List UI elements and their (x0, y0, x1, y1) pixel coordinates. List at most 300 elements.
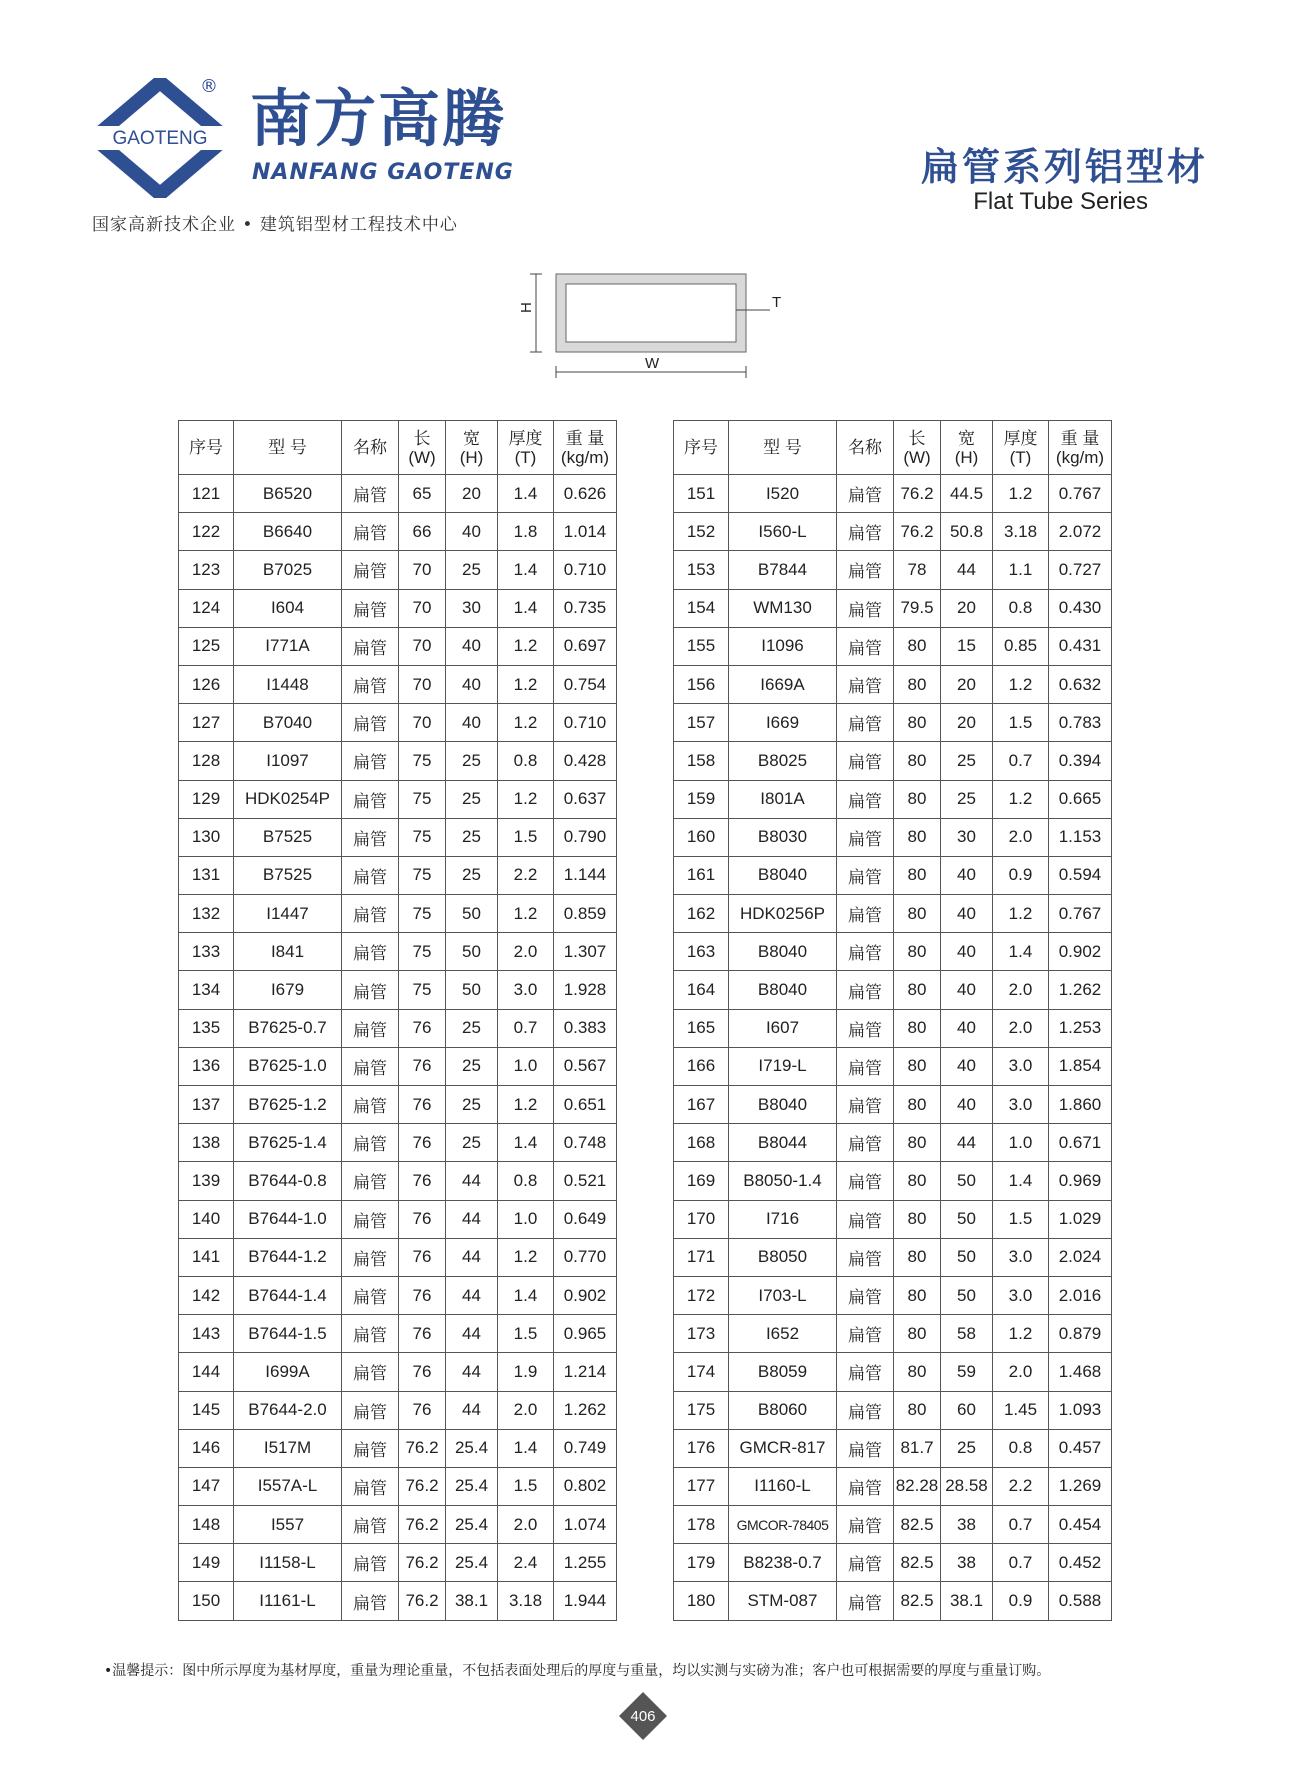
table-row (674, 933, 1112, 971)
table-row (674, 1200, 1112, 1238)
cell-height: 20 (941, 589, 993, 627)
table-row (179, 818, 617, 856)
cell-name: 扁管 (837, 933, 894, 971)
cell-weight: 0.651 (554, 1086, 617, 1124)
cell-thickness: 1.0 (498, 1200, 554, 1238)
cell-height: 30 (941, 818, 993, 856)
cell-weight: 0.671 (1049, 1124, 1112, 1162)
cell-model: I607 (729, 1009, 837, 1047)
table-row (674, 780, 1112, 818)
cell-height: 25 (446, 856, 498, 894)
cell-thickness: 1.5 (993, 704, 1049, 742)
table-row (179, 1047, 617, 1085)
cell-no: 169 (674, 1162, 729, 1200)
table-row (674, 1544, 1112, 1582)
cell-height: 20 (941, 665, 993, 703)
cell-model: B6520 (234, 475, 342, 513)
cell-no: 180 (674, 1582, 729, 1620)
cell-height: 44 (941, 551, 993, 589)
cell-model: GMCOR-78405 (729, 1506, 837, 1544)
cell-height: 38 (941, 1544, 993, 1582)
table-row (674, 1582, 1112, 1620)
cell-weight: 1.860 (1049, 1086, 1112, 1124)
cell-height: 40 (941, 856, 993, 894)
cell-width: 80 (894, 742, 941, 780)
cell-no: 122 (179, 513, 234, 551)
cell-model: HDK0256P (729, 895, 837, 933)
cell-weight: 0.637 (554, 780, 617, 818)
cell-name: 扁管 (837, 665, 894, 703)
cell-weight: 0.626 (554, 475, 617, 513)
table-row (674, 704, 1112, 742)
cell-no: 139 (179, 1162, 234, 1200)
cell-height: 25 (446, 1124, 498, 1162)
cell-model: I716 (729, 1200, 837, 1238)
cell-model: B7625-1.4 (234, 1124, 342, 1162)
cell-model: I669A (729, 665, 837, 703)
cell-no: 130 (179, 818, 234, 856)
cell-width: 80 (894, 856, 941, 894)
cell-width: 75 (399, 818, 446, 856)
cell-thickness: 1.2 (498, 780, 554, 818)
cell-name: 扁管 (342, 1200, 399, 1238)
table-row (674, 1353, 1112, 1391)
cell-no: 178 (674, 1506, 729, 1544)
cell-no: 175 (674, 1391, 729, 1429)
cell-model: B7625-1.0 (234, 1047, 342, 1085)
cell-height: 25.4 (446, 1506, 498, 1544)
cell-thickness: 3.0 (993, 1047, 1049, 1085)
cell-height: 25 (446, 1009, 498, 1047)
cell-name: 扁管 (342, 895, 399, 933)
cell-thickness: 0.85 (993, 627, 1049, 665)
col-weight: 重 量 (kg/m) (554, 421, 617, 475)
cell-width: 80 (894, 1315, 941, 1353)
cell-height: 44 (446, 1353, 498, 1391)
cell-weight: 0.735 (554, 589, 617, 627)
cell-width: 75 (399, 856, 446, 894)
cell-thickness: 0.9 (993, 1582, 1049, 1620)
cell-thickness: 0.7 (993, 1544, 1049, 1582)
cell-thickness: 1.2 (993, 665, 1049, 703)
cell-thickness: 1.2 (993, 895, 1049, 933)
cell-width: 76 (399, 1124, 446, 1162)
cell-name: 扁管 (837, 551, 894, 589)
cell-no: 138 (179, 1124, 234, 1162)
cell-height: 38.1 (941, 1582, 993, 1620)
table-row (179, 1276, 617, 1314)
table-row (179, 1506, 617, 1544)
cell-thickness: 1.1 (993, 551, 1049, 589)
cell-weight: 0.383 (554, 1009, 617, 1047)
cell-weight: 2.072 (1049, 513, 1112, 551)
cell-height: 44 (446, 1200, 498, 1238)
table-row (179, 589, 617, 627)
cell-thickness: 1.2 (498, 627, 554, 665)
table-row (674, 1047, 1112, 1085)
cell-width: 80 (894, 1009, 941, 1047)
table-row (179, 1391, 617, 1429)
cell-thickness: 0.9 (993, 856, 1049, 894)
brand-name-cn: 南方高腾 (250, 82, 507, 155)
cell-width: 80 (894, 1162, 941, 1200)
cell-height: 28.58 (941, 1467, 993, 1505)
cell-thickness: 1.2 (498, 895, 554, 933)
cell-model: I604 (234, 589, 342, 627)
cell-thickness: 0.8 (498, 1162, 554, 1200)
table-row (674, 742, 1112, 780)
cell-weight: 0.902 (554, 1276, 617, 1314)
cell-width: 80 (894, 933, 941, 971)
cell-width: 76.2 (894, 513, 941, 551)
series-title-en: Flat Tube Series (973, 188, 1148, 215)
cell-weight: 0.748 (554, 1124, 617, 1162)
cell-width: 76 (399, 1047, 446, 1085)
cell-thickness: 0.7 (993, 1506, 1049, 1544)
cell-model: B7644-2.0 (234, 1391, 342, 1429)
cell-name: 扁管 (342, 1086, 399, 1124)
cell-no: 124 (179, 589, 234, 627)
cell-width: 75 (399, 780, 446, 818)
col-model: 型 号 (234, 421, 342, 475)
brand-name-en: NANFANG GAOTENG (252, 160, 514, 185)
cell-model: I841 (234, 933, 342, 971)
cell-height: 50 (941, 1162, 993, 1200)
cell-name: 扁管 (342, 551, 399, 589)
cell-height: 20 (941, 704, 993, 742)
cell-model: I719-L (729, 1047, 837, 1085)
cell-name: 扁管 (342, 704, 399, 742)
cell-height: 50 (446, 933, 498, 971)
cell-height: 40 (941, 971, 993, 1009)
cell-name: 扁管 (342, 589, 399, 627)
cell-height: 44 (446, 1276, 498, 1314)
cell-height: 40 (446, 665, 498, 703)
table-row (179, 1200, 617, 1238)
cell-height: 40 (941, 1047, 993, 1085)
cell-name: 扁管 (837, 856, 894, 894)
cell-name: 扁管 (837, 895, 894, 933)
cell-name: 扁管 (342, 742, 399, 780)
table-row (674, 1009, 1112, 1047)
cell-weight: 0.710 (554, 704, 617, 742)
cell-name: 扁管 (837, 1544, 894, 1582)
cell-height: 25 (941, 1429, 993, 1467)
table-row (674, 856, 1112, 894)
cell-no: 123 (179, 551, 234, 589)
cell-name: 扁管 (342, 1276, 399, 1314)
cell-thickness: 2.2 (498, 856, 554, 894)
table-row (179, 1544, 617, 1582)
cell-height: 30 (446, 589, 498, 627)
cell-name: 扁管 (342, 475, 399, 513)
cell-thickness: 3.0 (993, 1238, 1049, 1276)
cell-width: 80 (894, 665, 941, 703)
table-row (674, 1506, 1112, 1544)
cell-height: 25 (446, 1086, 498, 1124)
cell-height: 25 (446, 818, 498, 856)
cell-name: 扁管 (342, 1009, 399, 1047)
cell-model: B7025 (234, 551, 342, 589)
cell-weight: 1.262 (554, 1391, 617, 1429)
cell-width: 76 (399, 1276, 446, 1314)
cell-model: B6640 (234, 513, 342, 551)
footnote: •温馨提示：图中所示厚度为基材厚度，重量为理论重量，不包括表面处理后的厚度与重量，均以实测与实磅为准；客户也可根据需要的厚度与重量订购。 (104, 1663, 1051, 1679)
cell-thickness: 1.4 (498, 475, 554, 513)
cell-name: 扁管 (837, 627, 894, 665)
cell-weight: 1.307 (554, 933, 617, 971)
cell-name: 扁管 (837, 742, 894, 780)
cell-model: B7644-1.4 (234, 1276, 342, 1314)
table-row (674, 1315, 1112, 1353)
cell-no: 170 (674, 1200, 729, 1238)
cell-weight: 2.024 (1049, 1238, 1112, 1276)
cell-width: 80 (894, 1238, 941, 1276)
cell-weight: 0.649 (554, 1200, 617, 1238)
cell-no: 137 (179, 1086, 234, 1124)
cell-no: 142 (179, 1276, 234, 1314)
cell-model: I699A (234, 1353, 342, 1391)
cell-thickness: 2.0 (498, 1391, 554, 1429)
cell-weight: 0.710 (554, 551, 617, 589)
cell-no: 150 (179, 1582, 234, 1620)
col-width: 长 (W) (894, 421, 941, 475)
cell-thickness: 1.4 (993, 933, 1049, 971)
cell-name: 扁管 (342, 933, 399, 971)
cell-model: B8044 (729, 1124, 837, 1162)
cell-weight: 1.269 (1049, 1467, 1112, 1505)
cell-no: 125 (179, 627, 234, 665)
flat-tube-section-diagram (500, 260, 800, 390)
cell-name: 扁管 (342, 780, 399, 818)
svg-text:W: W (645, 355, 660, 372)
cell-thickness: 1.5 (498, 1467, 554, 1505)
registered-mark: ® (200, 76, 218, 97)
cell-weight: 0.783 (1049, 704, 1112, 742)
cell-width: 80 (894, 627, 941, 665)
table-row (179, 1315, 617, 1353)
cell-name: 扁管 (837, 1582, 894, 1620)
cell-model: B7644-1.2 (234, 1238, 342, 1276)
cell-model: I1096 (729, 627, 837, 665)
cell-width: 80 (894, 1124, 941, 1162)
cell-name: 扁管 (837, 1391, 894, 1429)
cell-no: 162 (674, 895, 729, 933)
cell-width: 76.2 (399, 1544, 446, 1582)
table-row (179, 513, 617, 551)
cell-thickness: 1.2 (498, 665, 554, 703)
cell-height: 25 (941, 780, 993, 818)
cell-weight: 0.754 (554, 665, 617, 703)
cell-height: 40 (941, 1009, 993, 1047)
cell-thickness: 1.4 (498, 1276, 554, 1314)
cell-thickness: 1.4 (498, 1429, 554, 1467)
cell-thickness: 2.2 (993, 1467, 1049, 1505)
col-model: 型 号 (729, 421, 837, 475)
cell-weight: 0.452 (1049, 1544, 1112, 1582)
cell-no: 159 (674, 780, 729, 818)
cell-height: 44 (446, 1315, 498, 1353)
cell-width: 70 (399, 589, 446, 627)
cell-thickness: 1.4 (498, 1124, 554, 1162)
cell-no: 146 (179, 1429, 234, 1467)
cell-weight: 1.074 (554, 1506, 617, 1544)
cell-width: 82.28 (894, 1467, 941, 1505)
cell-weight: 1.928 (554, 971, 617, 1009)
cell-no: 144 (179, 1353, 234, 1391)
cell-height: 50 (446, 971, 498, 1009)
cell-thickness: 3.0 (993, 1086, 1049, 1124)
cell-weight: 0.727 (1049, 551, 1112, 589)
cell-name: 扁管 (342, 1582, 399, 1620)
cell-model: WM130 (729, 589, 837, 627)
cell-width: 65 (399, 475, 446, 513)
cell-thickness: 0.8 (993, 589, 1049, 627)
cell-thickness: 1.5 (993, 1200, 1049, 1238)
cell-no: 174 (674, 1353, 729, 1391)
cell-no: 151 (674, 475, 729, 513)
cell-model: B7525 (234, 856, 342, 894)
cell-weight: 1.214 (554, 1353, 617, 1391)
cell-width: 79.5 (894, 589, 941, 627)
cell-model: I1447 (234, 895, 342, 933)
cell-model: B8040 (729, 933, 837, 971)
cell-weight: 0.965 (554, 1315, 617, 1353)
svg-text:H: H (518, 302, 535, 313)
cell-model: B7644-1.5 (234, 1315, 342, 1353)
cell-no: 145 (179, 1391, 234, 1429)
cell-name: 扁管 (342, 1124, 399, 1162)
cell-name: 扁管 (837, 1200, 894, 1238)
cell-name: 扁管 (837, 1429, 894, 1467)
cell-name: 扁管 (837, 1353, 894, 1391)
table-row (179, 475, 617, 513)
cell-weight: 0.521 (554, 1162, 617, 1200)
cell-name: 扁管 (837, 1238, 894, 1276)
cell-weight: 0.428 (554, 742, 617, 780)
cell-name: 扁管 (342, 665, 399, 703)
cell-weight: 0.790 (554, 818, 617, 856)
cell-weight: 0.665 (1049, 780, 1112, 818)
cell-model: I520 (729, 475, 837, 513)
cell-no: 135 (179, 1009, 234, 1047)
cell-width: 80 (894, 1353, 941, 1391)
cell-height: 50 (941, 1200, 993, 1238)
cell-thickness: 1.45 (993, 1391, 1049, 1429)
cell-thickness: 1.0 (993, 1124, 1049, 1162)
cell-width: 75 (399, 895, 446, 933)
company-tagline: 国家高新技术企业 • 建筑铝型材工程技术中心 (92, 215, 458, 235)
cell-width: 76 (399, 1391, 446, 1429)
cell-width: 76.2 (399, 1429, 446, 1467)
cell-height: 25 (446, 551, 498, 589)
cell-width: 82.5 (894, 1544, 941, 1582)
col-thickness: 厚度 (T) (993, 421, 1049, 475)
cell-no: 177 (674, 1467, 729, 1505)
cell-width: 80 (894, 1086, 941, 1124)
table-row (179, 1429, 617, 1467)
cell-weight: 0.902 (1049, 933, 1112, 971)
cell-name: 扁管 (342, 1315, 399, 1353)
cell-width: 81.7 (894, 1429, 941, 1467)
table-row (674, 1467, 1112, 1505)
table-row (179, 1162, 617, 1200)
col-height: 宽 (H) (446, 421, 498, 475)
cell-name: 扁管 (342, 627, 399, 665)
cell-name: 扁管 (342, 1506, 399, 1544)
cell-height: 60 (941, 1391, 993, 1429)
svg-text:406: 406 (630, 1708, 656, 1725)
cell-weight: 1.153 (1049, 818, 1112, 856)
cell-height: 58 (941, 1315, 993, 1353)
cell-width: 78 (894, 551, 941, 589)
table-row (179, 1582, 617, 1620)
cell-height: 44 (941, 1124, 993, 1162)
cell-weight: 0.594 (1049, 856, 1112, 894)
cell-weight: 1.854 (1049, 1047, 1112, 1085)
cell-no: 165 (674, 1009, 729, 1047)
cell-height: 25.4 (446, 1467, 498, 1505)
cell-thickness: 0.7 (498, 1009, 554, 1047)
cell-thickness: 1.2 (498, 704, 554, 742)
cell-model: I557A-L (234, 1467, 342, 1505)
cell-name: 扁管 (837, 475, 894, 513)
cell-weight: 1.144 (554, 856, 617, 894)
cell-width: 80 (894, 971, 941, 1009)
cell-height: 50 (941, 1238, 993, 1276)
col-name: 名称 (837, 421, 894, 475)
table-row (179, 933, 617, 971)
cell-height: 44 (446, 1391, 498, 1429)
table-row (179, 704, 617, 742)
cell-name: 扁管 (342, 1467, 399, 1505)
cell-width: 80 (894, 1276, 941, 1314)
cell-no: 166 (674, 1047, 729, 1085)
cell-name: 扁管 (837, 1047, 894, 1085)
col-width: 长 (W) (399, 421, 446, 475)
cell-thickness: 1.2 (498, 1238, 554, 1276)
cell-height: 40 (941, 895, 993, 933)
cell-width: 82.5 (894, 1506, 941, 1544)
cell-width: 75 (399, 742, 446, 780)
table-row (179, 1467, 617, 1505)
cell-no: 134 (179, 971, 234, 1009)
cell-height: 25 (446, 742, 498, 780)
cell-thickness: 1.5 (498, 818, 554, 856)
spec-table-left (178, 420, 617, 1621)
cell-weight: 0.770 (554, 1238, 617, 1276)
cell-no: 127 (179, 704, 234, 742)
cell-width: 76 (399, 1162, 446, 1200)
table-row (179, 780, 617, 818)
cell-no: 158 (674, 742, 729, 780)
cell-no: 164 (674, 971, 729, 1009)
cell-model: I1097 (234, 742, 342, 780)
cell-no: 163 (674, 933, 729, 971)
cell-name: 扁管 (342, 1353, 399, 1391)
cell-thickness: 3.18 (993, 513, 1049, 551)
cell-model: B8060 (729, 1391, 837, 1429)
cell-model: I1160-L (729, 1467, 837, 1505)
cell-no: 129 (179, 780, 234, 818)
cell-width: 76 (399, 1200, 446, 1238)
cell-weight: 0.697 (554, 627, 617, 665)
cell-model: B8030 (729, 818, 837, 856)
cell-weight: 1.944 (554, 1582, 617, 1620)
cell-weight: 0.767 (1049, 895, 1112, 933)
cell-weight: 0.879 (1049, 1315, 1112, 1353)
cell-model: GMCR-817 (729, 1429, 837, 1467)
